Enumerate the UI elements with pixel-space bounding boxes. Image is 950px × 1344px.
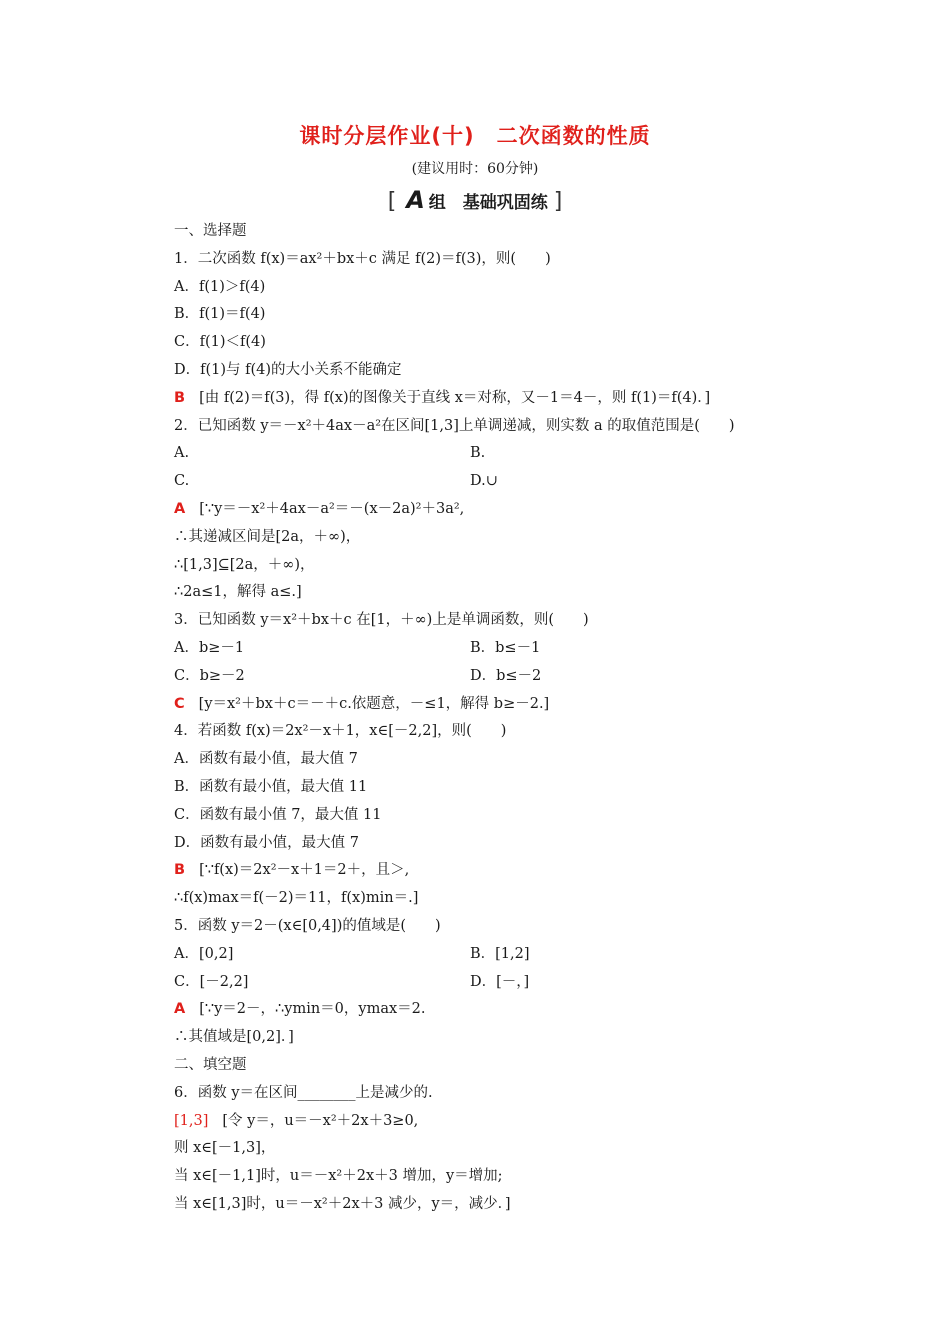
text-line <box>174 357 834 385</box>
line-text: C．b≥－2 <box>174 667 245 684</box>
answer-line <box>174 996 834 1024</box>
line-text: A．函数有最小值，最大值 7 <box>174 751 358 768</box>
text-line <box>174 552 834 580</box>
line-text: D．函数有最小值，最大值 7 <box>174 834 359 851</box>
text-line <box>174 718 834 746</box>
line-text: 6．函数 y＝在区间________上是减少的. <box>174 1084 433 1101</box>
line-text: ∴[1,3]⊆[2a，＋∞)， <box>174 556 315 573</box>
option-right: B．[1,2] <box>470 945 530 962</box>
line-text: C．f(1)＜f(4) <box>174 334 266 351</box>
text-line <box>174 635 834 663</box>
text-line <box>174 1135 834 1163</box>
answer-line <box>174 496 834 524</box>
option-right: B．b≤－1 <box>470 639 541 656</box>
text-line <box>174 774 834 802</box>
text-line <box>174 274 834 302</box>
text-line <box>174 607 834 635</box>
answer-key: C <box>174 695 185 712</box>
group-text: 组 基础巩固练 <box>428 193 548 213</box>
line-text: 4．若函数 f(x)＝2x²－x＋1，x∈[－2,2]，则( ) <box>174 723 507 740</box>
line-text: ∴2a≤1，解得 a≤.] <box>174 584 302 601</box>
answer-key: B <box>174 389 186 406</box>
answer-key: B <box>174 862 186 879</box>
line-text: 2．已知函数 y＝－x²＋4ax－a²在区间[1,3]上单调递减，则实数 a 的取值范围是( ) <box>174 417 735 434</box>
line-text: C．函数有最小值 7，最大值 11 <box>174 806 382 823</box>
text-line <box>174 1163 834 1191</box>
option-right: D．b≤－2 <box>470 667 542 684</box>
line-text: A．[0,2] <box>174 945 234 962</box>
text-line <box>174 941 834 969</box>
text-line <box>174 468 834 496</box>
line-text: [∵y＝－x²＋4ax－a²＝－(x－2a)²＋3a², <box>199 500 465 517</box>
line-text: C．[－2,2] <box>174 973 249 990</box>
line-text: C. <box>174 473 190 490</box>
answer-line <box>174 385 834 413</box>
answer-line <box>174 691 834 719</box>
line-text: [∵y＝2－，∴ymin＝0，ymax＝2. <box>199 1001 426 1018</box>
text-line <box>174 1052 834 1080</box>
line-text: B．函数有最小值，最大值 11 <box>174 778 368 795</box>
option-right: D.∪ <box>470 473 498 490</box>
text-line <box>174 218 834 246</box>
group-letter: A <box>406 186 425 214</box>
answer-key: A <box>174 500 186 517</box>
line-text: ∴其值域是[0,2]．] <box>174 1029 294 1046</box>
group-left-bracket: [ <box>387 189 397 214</box>
text-line <box>174 830 834 858</box>
page-title: 课时分层作业(十) 二次函数的性质 <box>299 124 651 148</box>
line-text: [令 y＝，u＝－x²＋2x＋3≥0, <box>222 1112 419 1129</box>
time-hint: (建议用时：60分钟) <box>411 161 539 177</box>
line-text: 二、填空题 <box>174 1056 247 1073</box>
text-line <box>174 413 834 441</box>
line-text: 5．函数 y＝2－(x∈[0,4])的值域是( ) <box>174 917 441 934</box>
line-text: 一、选择题 <box>174 223 247 239</box>
option-right: B. <box>470 445 486 462</box>
text-line <box>174 329 834 357</box>
line-text: 3．已知函数 y＝x²＋bx＋c 在[1，＋∞)上是单调函数，则( ) <box>174 612 589 629</box>
text-line <box>174 1191 834 1219</box>
line-text: ∴其递减区间是[2a，＋∞)， <box>174 528 361 545</box>
group-right-bracket: ] <box>553 189 563 214</box>
text-line <box>174 524 834 552</box>
line-text: A．b≥－1 <box>174 639 245 656</box>
line-text: B．f(1)＝f(4) <box>174 306 266 323</box>
text-line <box>174 301 834 329</box>
text-line <box>174 663 834 691</box>
line-text: 当 x∈[－1,1]时，u＝－x²＋2x＋3 增加，y＝增加; <box>174 1168 503 1185</box>
text-line <box>174 1080 834 1108</box>
text-line <box>174 969 834 997</box>
answer-line <box>174 1108 834 1136</box>
text-line <box>174 579 834 607</box>
answer-key: A <box>174 1001 186 1018</box>
line-text: [∵f(x)＝2x²－x＋1＝2＋，且＞, <box>199 862 410 879</box>
line-text: A．f(1)＞f(4) <box>174 278 266 295</box>
line-text: 1．二次函数 f(x)＝ax²＋bx＋c 满足 f(2)＝f(3)，则( ) <box>174 250 551 267</box>
option-right: D．[－，] <box>470 973 530 990</box>
text-line <box>174 440 834 468</box>
text-line <box>174 913 834 941</box>
text-line <box>174 885 834 913</box>
answer-key: [1,3] <box>174 1112 209 1129</box>
line-text: [y＝x²＋bx＋c＝－＋c.依题意，－≤1，解得 b≥－2.] <box>198 695 550 712</box>
text-line <box>174 746 834 774</box>
line-text: 当 x∈[1,3]时，u＝－x²＋2x＋3 减少，y＝，减少．] <box>174 1195 511 1212</box>
exercise-content <box>174 218 834 1219</box>
line-text: [由 f(2)＝f(3)，得 f(x)的图像关于直线 x＝对称，又－1＝4－，则 f(1)＝f(4)．] <box>199 389 711 406</box>
text-line <box>174 1024 834 1052</box>
group-heading <box>0 186 950 214</box>
line-text: D．f(1)与 f(4)的大小关系不能确定 <box>174 361 402 378</box>
line-text: A. <box>174 445 190 462</box>
line-text: 则 x∈[－1,3]， <box>174 1140 276 1157</box>
text-line <box>174 802 834 830</box>
line-text: ∴f(x)max＝f(－2)＝11，f(x)min＝.] <box>174 890 419 907</box>
answer-line <box>174 857 834 885</box>
text-line <box>174 246 834 274</box>
